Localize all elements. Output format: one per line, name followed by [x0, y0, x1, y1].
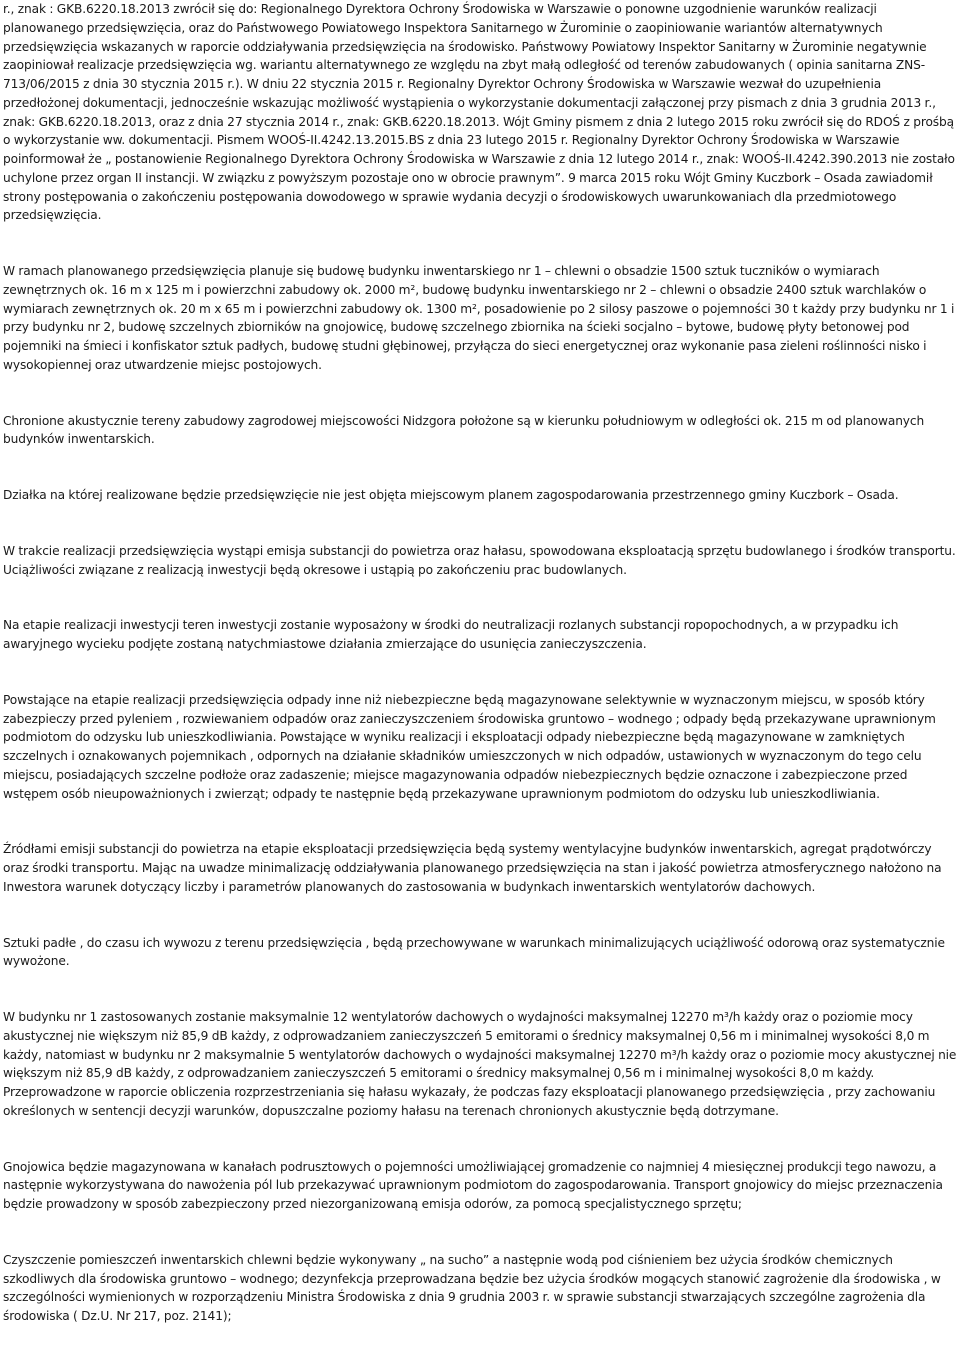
paragraph-zoning-plan: Działka na której realizowane będzie przedsięwzięcie nie jest objęta miejscowym planem zagospodarowania przestrzennego gminy Kuczbork – Osada.: [3, 488, 899, 502]
paragraph-construction-emissions: W trakcie realizacji przedsięwzięcia wystąpi emisja substancji do powietrza oraz hałasu, spowodowana eksploatacją sprzętu budowlanego i środków transportu. Uciążliwości związane z realizacją inwestycji będą okresowe i ustąpią po zakończeniu prac budowlanych.: [3, 543, 956, 577]
paragraph-waste-management: Powstające na etapie realizacji przedsięwzięcia odpady inne niż niebezpieczne będą magazynowane selektywnie w wyznaczonym miejscu, w sposób który zabezpieczy przed pyleniem , rozwiewaniem odpadów oraz zanieczyszczeniem środowiska gruntowo – wodnego ; odpady będą przekazywane uprawnionym podmiotom do odzysku lub unieszkodliwiania. Powstające w wyniku realizacji i eksploatacji odpady niebezpieczne będą magazynowane w zamkniętych szczelnych i oznakowanych pojemnikach , odpornych na działanie składników umieszczonych w nich odpadów, ustawionych w wyznaczonym do tego celu miejscu, posiadających szczelne podłoże oraz zadaszenie; miejsce magazynowania odpadów niebezpiecznych będzie oznaczone i zabezpieczone przed wstępem osób nieupoważnionych i zwierząt; odpady te następnie będą przekazywane uprawnionym podmiotom do odzysku lub unieszkodliwiania.: [3, 692, 936, 801]
paragraph-protected-areas: Chronione akustycznie tereny zabudowy zagrodowej miejscowości Nidzgora położone są w kierunku południowym w odległości ok. 215 m od planowanych budynków inwentarskich.: [3, 413, 925, 447]
paragraph-slurry-storage: Gnojowica będzie magazynowana w kanałach podrusztowych o pojemności umożliwiającej gromadzenie co najmniej 4 miesięcznej produkcji tego nawozu, a następnie wykorzystywana do nawożenia pól lub przekazywać uprawnionym podmiotom do zagospodarowania. Transport gnojowicy do miejsc przeznaczenia będzie prowadzony w sposób zabezpieczony przed niezorganizowaną emisja odorów, za pomocą specjalistycznego sprzętu;: [3, 1159, 943, 1211]
paragraph-spill-protection: Na etapie realizacji inwestycji teren inwestycji zostanie wyposażony w środki do neutralizacji rozlanych substancji ropopochodnych, a w przypadku ich awaryjnego wycieku podjęte zostaną natychmiastowe działania zmierzające do usunięcia zanieczyszczenia.: [3, 618, 899, 651]
paragraph-ventilation-noise: W budynku nr 1 zastosowanych zostanie maksymalnie 12 wentylatorów dachowych o wydajności maksymalnej 12270 m³/h każdy oraz o poziomie mocy akustycznej nie większym niż 85,9 dB każdy, z odprowadzaniem zanieczyszczeń 5 emitorami o średnicy maksymalnej 0,56 m i minimalnej wysokości 8,0 m każdy, natomiast w budynku nr 2 maksymalnie 5 wentylatorów dachowych o wydajności maksymalnej 12270 m³/h każdy oraz o poziomie mocy akustycznej nie większym niż 85,9 dB każdy, z odprowadzaniem zanieczyszczeń 5 emitorami o średnicy maksymalnej 0,56 m i minimalnej wysokości 8,0 m każdy. Przeprowadzone w raporcie obliczenia rozprzestrzeniania się hałasu wykazały, że podczas fazy eksploatacji planowanego przedsięwzięcia , przy zachowaniu określonych w sentencji decyzji warunków, dopuszczalne poziomy hałasu na terenach chronionych akustycznie będą dotrzymane.: [3, 1010, 957, 1118]
paragraph-procedure-history: r., znak : GKB.6220.18.2013 zwrócił się do: Regionalnego Dyrektora Ochrony Środowiska w Warszawie o ponowne uzgodnienie warunków realizacji planowanego przedsięwzięcia, oraz do Państwowego Powiatowego Inspektora Sanitarnego w Żurominie o zaopiniowanie wariantów alternatywnych przedsięwzięcia wskazanych w raporcie oddziaływania przedsięwzięcia na środowisko. Państwowy Powiatowy Inspektor Sanitarny w Żurominie negatywnie zaopiniował realizacje przedsięwzięcia wg. wariantu alternatywnego ze względu na zbyt małą odległość od terenów zabudowanych ( opinia sanitarna ZNS-713/06/2015 z dnia 30 stycznia 2015 r.). W dniu 22 stycznia 2015 r. Regionalny Dyrektor Ochrony Środowiska w Warszawie wezwał do uzupełnienia przedłożonej dokumentacji, jednocześnie wskazując możliwość wystąpienia o wykorzystanie dokumentacji załączonej przy pismach z dnia 3 grudnia 2013 r., znak: GKB.6220.18.2013, oraz z dnia 27 stycznia 2014 r., znak: GKB.6220.18.2013. Wójt Gminy pismem z dnia 2 lutego 2015 roku zwrócił się do RDOŚ z prośbą o wykorzystanie ww. dokumentacji. Pismem WOOŚ-II.4242.13.2015.BS z dnia 23 lutego 2015 r. Regionalny Dyrektor Ochrony Środowiska w Warszawie poinformował że „ postanowienie Regionalnego Dyrektora Ochrony Środowiska w Warszawie z dnia 12 lutego 2014 r., znak: WOOŚ-II.4242.390.2013 nie zostało uchylone przez organ II instancji. W związku z powyższym pozostaje ono w obrocie prawnym”. 9 marca 2015 roku Wójt Gminy Kuczbork – Osada zawiadomił strony postępowania o zakończeniu postępowania dowodowego w sprawie wydania decyzji o środowiskowych uwarunkowaniach dla przedmiotowego przedsięwzięcia.: [3, 2, 955, 223]
paragraph-project-scope: W ramach planowanego przedsięwzięcia planuje się budowę budynku inwentarskiego nr 1 – chlewni o obsadzie 1500 sztuk tuczników o wymiarach zewnętrznych ok. 16 m x 125 m i powierzchni zabudowy ok. 2000 m², budowę budynku inwentarskiego nr 2 – chlewni o obsadzie 2400 sztuk warchlaków o wymiarach zewnętrznych ok. 20 m x 65 m i powierzchni zabudowy ok. 1300 m², posadowienie po 2 silosy paszowe o pojemności 30 t każdy przy budynku nr 1 i przy budynku nr 2, budowę szczelnych zbiorników na gnojowicę, budowę szczelnego zbiornika na ścieki socjalno – bytowe, budowę płyty betonowej pod pojemniki na śmieci i konfiskator sztuk padłych, budowę studni głębinowej, przyłącza do sieci energetycznej oraz wykonanie pasa zieleni roślinności nisko i wysokopiennej oraz utwardzenie miejsc postojowych.: [3, 264, 955, 372]
paragraph-cleaning-disinfection: Czyszczenie pomieszczeń inwentarskich chlewni będzie wykonywany „ na sucho” a następnie wodą pod ciśnieniem bez użycia środków chemicznych szkodliwych dla środowiska gruntowo – wodnego; dezynfekcja przeprowadzana będzie bez użycia środków mogących stanowić zagrożenie dla środowiska , w szczególności wymienionych w rozporządzeniu Ministra Środowiska z dnia 9 grudnia 2003 r. w sprawie substancji stwarzających szczególne zagrożenia dla środowiska ( Dz.U. Nr 217, poz. 2141);: [3, 1252, 941, 1323]
paragraph-dead-animals: Sztuki padłe , do czasu ich wywozu z terenu przedsięwzięcia , będą przechowywane w warunkach minimalizujących uciążliwość odorową oraz systematycznie wywożone.: [3, 935, 945, 969]
document-page: [3, 0, 957, 1326]
paragraph-air-emission-sources: Źródłami emisji substancji do powietrza na etapie eksploatacji przedsięwzięcia będą systemy wentylacyjne budynków inwentarskich, agregat prądotwórczy oraz środki transportu. Mając na uwadze minimalizację oddziaływania planowanego przedsięwzięcia na stan i jakość powietrza atmosferycznego nałożono na Inwestora warunek dotyczący liczby i parametrów planowanych do zastosowania w budynkach inwentarskich wentylatorów dachowych.: [3, 842, 942, 894]
